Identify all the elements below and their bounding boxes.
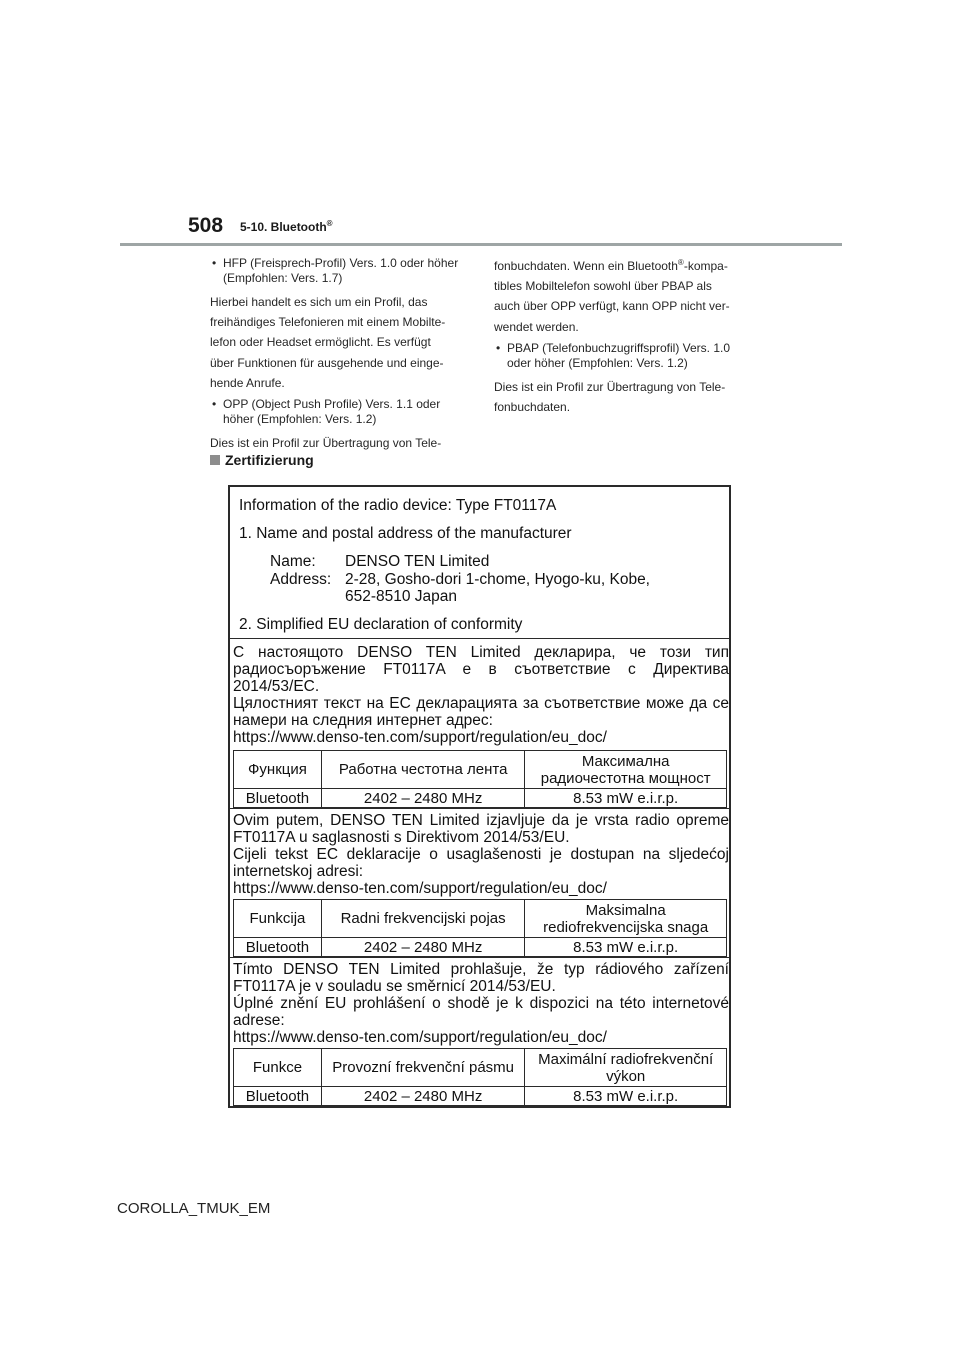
header-rule [120, 243, 842, 246]
page-number: 508 [188, 214, 224, 237]
table-cell: Bluetooth [234, 789, 322, 808]
frequency-table-croatian [233, 899, 727, 957]
table-cell: 2402 – 2480 MHz [321, 789, 524, 808]
divider [230, 808, 729, 809]
frequency-table-czech [233, 1048, 727, 1106]
table-cell: 8.53 mW e.i.r.p. [525, 938, 727, 957]
address-label: Address: [270, 571, 332, 588]
table-header-power: Maksimalna rediofrekvencijska snaga [525, 900, 727, 938]
declaration-croatian: Ovim putem, DENSO TEN Limited izjavljuje da je vrsta radio opreme FT0117A u saglasnosti s Direktivom 2014/53/EU. Cijeli tekst EC deklaracije o usaglašenosti je dostupan na sljedećoj internetskoj adresi: https://www.denso-ten.com/support/regulation/eu_doc/ [233, 812, 729, 897]
table-header-band: Radni frekvencijski pojas [321, 900, 524, 938]
left-column [210, 256, 468, 457]
paragraph-pbap: Dies ist ein Profil zur Übertragung von Tele- fonbuchdaten. [494, 379, 726, 415]
bullet-opp: • OPP (Object Push Profile) Vers. 1.1 oder höher (Empfohlen: Vers. 1.2) [210, 397, 468, 427]
certification-box [228, 485, 731, 1108]
address-line-2: 652-8510 Japan [345, 588, 458, 605]
cert-item-1: 1. Name and postal address of the manufacturer [239, 525, 572, 542]
name-value: DENSO TEN Limited [345, 553, 490, 570]
table-cell: 2402 – 2480 MHz [321, 1087, 524, 1106]
declaration-bulgarian: С настоящото DENSO TEN Limited декларира, че този тип радиосъоръжение FT0117A е в съответствие с Директива 2014/53/ЕС. Цялостният текст на ЕС декларацията за съответствие може да се намери на следния интернет адрес: https://www.denso-ten.com/support/regulation/eu_doc/ [233, 644, 729, 746]
cert-title: Information of the radio device: Type FT0117A [239, 497, 557, 514]
table-header-power: Максимална радиочестотна мощност [525, 751, 727, 789]
divider [230, 638, 729, 639]
table-cell: Bluetooth [234, 938, 322, 957]
bullet-hfp: • HFP (Freisprech-Profil) Vers. 1.0 oder höher (Empfohlen: Vers. 1.7) [210, 256, 468, 286]
table-header-function: Функция [234, 751, 322, 789]
subheading-certification: Zertifizierung [210, 452, 314, 468]
bullet-pbap: • PBAP (Telefonbuchzugriffsprofil) Vers. 1.0 oder höher (Empfohlen: Vers. 1.2) [494, 341, 752, 371]
paragraph-opp: Dies ist ein Profil zur Übertragung von Tele- [210, 436, 442, 451]
table-cell: Bluetooth [234, 1087, 322, 1106]
declaration-czech: Tímto DENSO TEN Limited prohlašuje, že typ rádiového zařízení FT0117A je v souladu se směrnicí 2014/53/EU. Úplné znění EU prohlášení o shodě je k dispozici na této internetové adrese: https://www.denso-ten.com/support/regulation/eu_doc/ [233, 961, 729, 1046]
paragraph-continued: fonbuchdaten. Wenn ein Bluetooth®-kompa- tibles Mobiltelefon sowohl über PBAP als auch über OPP verfügt, kann OPP nicht ver- wendet werden. [494, 258, 730, 334]
divider [230, 957, 729, 958]
paragraph-hfp: Hierbei handelt es sich um ein Profil, das freihändiges Telefonieren mit einem Mobilte- lefon oder Headset ermöglicht. Es verfügt über Funktionen für ausgehende und einge- hende Anrufe. [210, 295, 446, 390]
square-bullet-icon [210, 455, 220, 465]
table-cell: 8.53 mW e.i.r.p. [525, 789, 727, 808]
table-header-power: Maximální radiofrekvenční výkon [525, 1049, 727, 1087]
cert-item-2: 2. Simplified EU declaration of conformity [239, 616, 523, 633]
table-header-band: Provozní frekvenční pásmu [321, 1049, 524, 1087]
section-title: 5-10. Bluetooth® [240, 219, 333, 234]
table-header-function: Funkcija [234, 900, 322, 938]
table-header-band: Работна честотна лента [321, 751, 524, 789]
table-header-function: Funkce [234, 1049, 322, 1087]
footer-code: COROLLA_TMUK_EM [117, 1200, 271, 1217]
table-cell: 8.53 mW e.i.r.p. [525, 1087, 727, 1106]
address-line-1: 2-28, Gosho-dori 1-chome, Hyogo-ku, Kobe, [345, 571, 650, 588]
frequency-table-bulgarian [233, 750, 727, 808]
right-column [494, 256, 752, 421]
table-cell: 2402 – 2480 MHz [321, 938, 524, 957]
name-label: Name: [270, 553, 316, 570]
